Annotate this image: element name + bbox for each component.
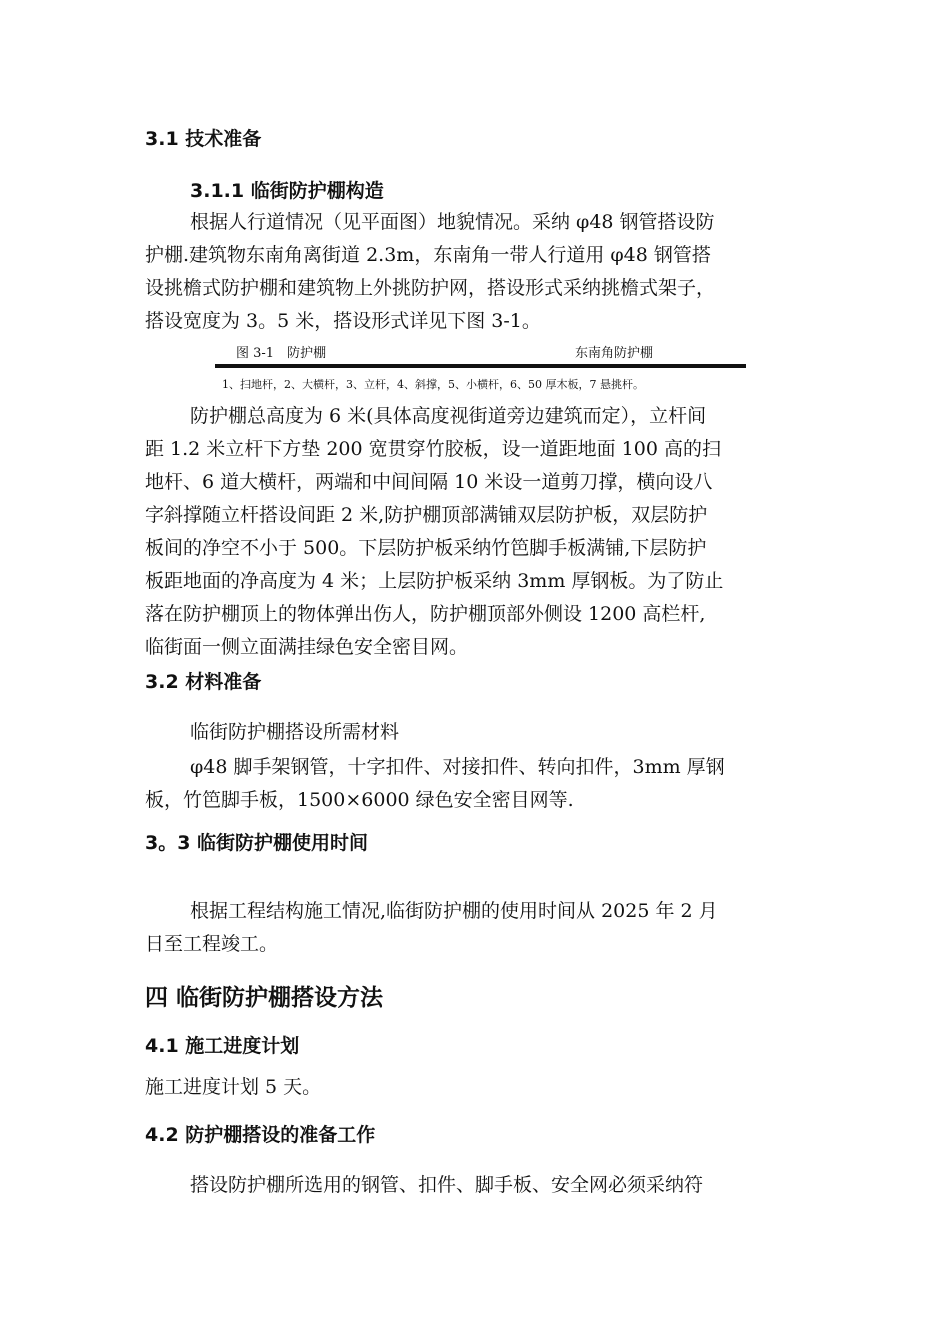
paragraph-line: 落在防护棚顶上的物体弹出伤人，防护棚顶部外侧设 1200 高栏杆, (145, 603, 706, 625)
paragraph-line: 板，竹笆脚手板，1500×6000 绿色安全密目网等. (145, 789, 574, 811)
paragraph-line: 日至工程竣工。 (145, 933, 279, 955)
section-heading-3-1: 3.1 技术准备 (145, 128, 262, 150)
section-heading-4-2: 4.2 防护棚搭设的准备工作 (145, 1124, 376, 1146)
paragraph-line: 施工进度计划 5 天。 (145, 1076, 322, 1098)
paragraph-line: 距 1.2 米立杆下方垫 200 宽贯穿竹胶板，设一道距地面 100 高的扫 (145, 438, 721, 460)
section-heading-3-2: 3.2 材料准备 (145, 671, 262, 693)
section-heading-3-1-1: 3.1.1 临街防护棚构造 (190, 180, 384, 202)
paragraph-line: 设挑檐式防护棚和建筑物上外挑防护网，搭设形式采纳挑檐式架子， (145, 277, 716, 299)
paragraph-line: 防护棚总高度为 6 米(具体高度视街道旁边建筑而定），立杆间 (190, 405, 707, 427)
paragraph-line: 搭设宽度为 3。5 米，搭设形式详见下图 3-1。 (145, 310, 541, 332)
figure-caption-right: 东南角防护棚 (575, 346, 654, 361)
paragraph-line: 根据人行道情况（见平面图）地貌情况。采纳 φ48 钢管搭设防 (190, 211, 715, 233)
paragraph-line: 护棚.建筑物东南角离街道 2.3m，东南角一带人行道用 φ48 钢管搭 (145, 244, 711, 266)
paragraph-line: 板间的净空不小于 500。下层防护板采纳竹笆脚手板满铺,下层防护 (145, 537, 707, 559)
chapter-heading-4: 四 临街防护棚搭设方法 (145, 985, 384, 1011)
figure-rule (215, 364, 746, 368)
section-heading-3-3: 3。3 临街防护棚使用时间 (145, 832, 369, 854)
paragraph-line: 地杆、6 道大横杆，两端和中间间隔 10 米设一道剪刀撑，横向设八 (145, 471, 713, 493)
paragraph-line: 临街面一侧立面满挂绿色安全密目网。 (145, 636, 469, 658)
paragraph-line: 临街防护棚搭设所需材料 (190, 721, 400, 743)
paragraph-line: 搭设防护棚所选用的钢管、扣件、脚手板、安全网必须采纳符 (190, 1174, 704, 1196)
paragraph-line: φ48 脚手架钢管，十字扣件、对接扣件、转向扣件，3mm 厚钢 (190, 756, 725, 778)
paragraph-line: 板距地面的净高度为 4 米；上层防护板采纳 3mm 厚钢板。为了防止 (145, 570, 724, 592)
section-heading-4-1: 4.1 施工进度计划 (145, 1035, 300, 1057)
figure-legend: 1、扫地杆，2、大横杆，3、立杆，4、斜撑，5、小横杆，6、50 厚木板，7 悬挑杆。 (222, 378, 644, 391)
paragraph-line: 字斜撑随立杆搭设间距 2 米,防护棚顶部满铺双层防护板，双层防护 (145, 504, 708, 526)
paragraph-line: 根据工程结构施工情况,临街防护棚的使用时间从 2025 年 2 月 (190, 900, 718, 922)
figure-caption-left: 图 3-1 防护棚 (236, 346, 327, 361)
